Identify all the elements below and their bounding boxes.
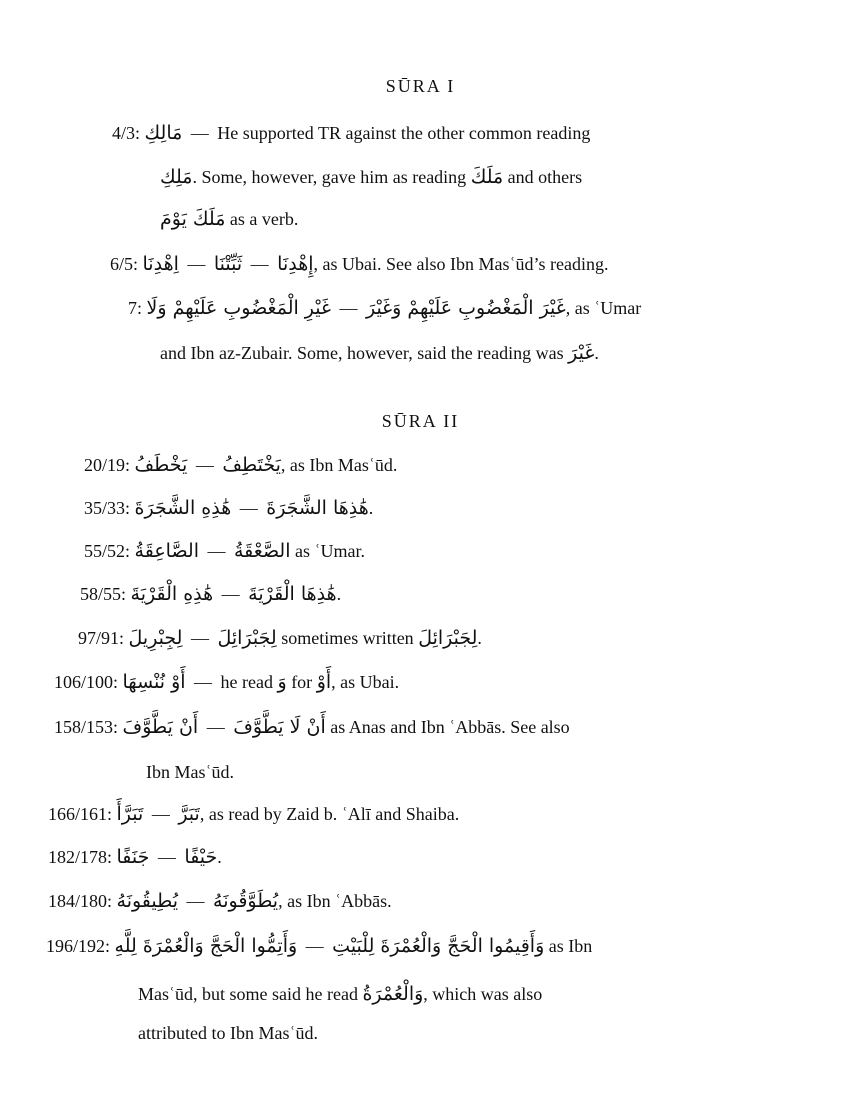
note-text: .	[368, 498, 374, 518]
entry-4-3-line-2	[160, 166, 582, 188]
entry-35-33	[84, 497, 373, 519]
note-text: , as Ubai. See also Ibn Masʿūd’s reading.	[313, 254, 609, 274]
verse-ref: 4/3:	[112, 123, 141, 143]
entry-166-161	[48, 803, 459, 825]
note-text: , as Ibn Masʿūd.	[280, 455, 398, 475]
arabic-text: مَالِكِ	[144, 122, 183, 144]
note-text: as a verb.	[229, 209, 299, 229]
verse-ref: 7:	[128, 298, 143, 318]
arabic-text: مَلَكَ	[470, 166, 504, 188]
note-text: .	[477, 628, 482, 648]
arabic-text: مَلَكَ يَوْمَ	[160, 208, 226, 230]
note-text: he read	[220, 672, 273, 692]
dash: —	[206, 717, 225, 737]
dash: —	[186, 891, 205, 911]
arabic-text: الصَّاعِقَةُ	[134, 540, 199, 562]
note-text: .	[594, 343, 599, 363]
note-text: .	[217, 847, 222, 867]
verse-ref: 97/91:	[78, 628, 125, 648]
note-text: .	[336, 584, 342, 604]
note-text: , which was also	[423, 984, 543, 1004]
arabic-text: وَأَقِيمُوا الْحَجَّ وَالْعُمْرَةَ لِلْبَيْتِ	[332, 935, 545, 957]
note-text: and Ibn az-Zubair. Some, however, said the reading was	[160, 343, 564, 363]
verse-ref: 158/153:	[54, 717, 119, 737]
note-text: sometimes written	[281, 628, 414, 648]
note-text: as ʿUmar.	[295, 541, 365, 561]
note-text: for	[291, 672, 313, 692]
dash: —	[339, 298, 358, 318]
arabic-text: تَبَرَّأَ	[116, 803, 144, 825]
arabic-text: غَيْرِ الْمَغْضُوبِ عَلَيْهِمْ وَلَا	[146, 297, 331, 319]
arabic-text: لِجَبْرَائِلَ	[217, 627, 277, 649]
note-text: He supported TR against the other common reading	[217, 123, 591, 143]
entry-158-153	[54, 716, 570, 738]
arabic-text: أَنْ لَا يَطَّوَّفَ	[233, 716, 326, 738]
arabic-text: جَنَفًا	[116, 846, 150, 868]
dash: —	[250, 254, 269, 274]
verse-ref: 35/33:	[84, 498, 131, 518]
verse-ref: 106/100:	[54, 672, 119, 692]
entry-196-192-line-2	[138, 983, 542, 1005]
arabic-text: يُطَوَّقُونَهُ	[213, 890, 279, 912]
arabic-text: لِجِبْرِيلَ	[128, 627, 183, 649]
sura-2-heading: SŪRA II	[381, 411, 460, 431]
note-text: Masʿūd, but some said he read	[138, 984, 358, 1004]
arabic-text: وَ	[277, 671, 287, 693]
dash: —	[187, 254, 206, 274]
arabic-text: حَيْفًا	[184, 846, 218, 868]
arabic-text: اِهْدِنَا	[142, 253, 179, 275]
note-text: , as read by Zaid b. ʿAlī and Shaiba.	[199, 804, 460, 824]
entry-20-19	[84, 454, 397, 476]
arabic-text: تَبَرَّ	[178, 803, 200, 825]
dash: —	[305, 936, 324, 956]
verse-ref: 166/161:	[48, 804, 113, 824]
arabic-text: هَٰذِهَا الشَّجَرَةَ	[266, 497, 369, 519]
entry-97-91	[78, 627, 482, 649]
arabic-text: يَخْطَفُ	[134, 454, 188, 476]
dash: —	[207, 541, 226, 561]
entry-184-180	[48, 890, 392, 912]
arabic-text: وَالْعُمْرَةُ	[362, 983, 424, 1005]
arabic-text: أَوْ	[316, 671, 332, 693]
entry-196-192	[46, 935, 592, 957]
verse-ref: 6/5:	[110, 254, 139, 274]
arabic-text: غَيْرَ	[568, 342, 595, 364]
arabic-text: أَوْ نُنْسِهَا	[122, 671, 186, 693]
verse-ref: 196/192:	[46, 936, 111, 956]
dash: —	[194, 672, 213, 692]
arabic-text: هَٰذِهَا الْقَرْيَةَ	[248, 583, 337, 605]
verse-ref: 55/52:	[84, 541, 131, 561]
verse-ref: 182/178:	[48, 847, 113, 867]
arabic-text: الصَّعْقَةُ	[233, 540, 291, 562]
arabic-text: أَنْ يَطَّوَّفَ	[122, 716, 199, 738]
note-text: as Anas and Ibn ʿAbbās. See also	[330, 717, 570, 737]
verse-ref: 58/55:	[80, 584, 127, 604]
dash: —	[190, 123, 209, 143]
note-text: , as Ubai.	[331, 672, 400, 692]
entry-182-178	[48, 846, 222, 868]
entry-6-5	[110, 253, 608, 275]
arabic-text: هَٰذِهِ الشَّجَرَةَ	[134, 497, 232, 519]
dash: —	[190, 628, 209, 648]
arabic-text: وَأَتِمُّوا الْحَجَّ وَالْعُمْرَةَ لِلَّهِ	[114, 935, 298, 957]
arabic-text: ثَبِّتْنَا	[213, 253, 243, 275]
arabic-text: لِجَبْرَائِلَ	[418, 627, 478, 649]
sura-1-heading: SŪRA I	[385, 76, 456, 96]
entry-4-3	[112, 122, 590, 144]
dash: —	[157, 847, 176, 867]
entry-55-52	[84, 540, 365, 562]
note-text: as Ibn	[548, 936, 593, 956]
entry-7	[128, 297, 641, 319]
arabic-text: يَخْتَطِفُ	[222, 454, 281, 476]
note-text: , as ʿUmar	[565, 298, 642, 318]
entry-196-192-line-3: attributed to Ibn Masʿūd.	[138, 1023, 318, 1043]
note-text: and others	[507, 167, 583, 187]
arabic-text: غَيْرَ الْمَغْضُوبِ عَلَيْهِمْ وَغَيْرَ	[365, 297, 566, 319]
entry-58-55	[80, 583, 341, 605]
note-text: , as Ibn ʿAbbās.	[278, 891, 392, 911]
arabic-text: يُطِيقُونَهُ	[116, 890, 179, 912]
entry-4-3-line-3	[160, 208, 298, 230]
dash: —	[221, 584, 240, 604]
dash: —	[195, 455, 214, 475]
entry-106-100	[54, 671, 399, 693]
verse-ref: 184/180:	[48, 891, 113, 911]
entry-158-153-line-2: Ibn Masʿūd.	[146, 762, 234, 782]
dash: —	[151, 804, 170, 824]
note-text: . Some, however, gave him as reading	[192, 167, 467, 187]
verse-ref: 20/19:	[84, 455, 131, 475]
dash: —	[239, 498, 258, 518]
entry-7-line-2	[160, 342, 599, 364]
arabic-text: مَلِكِ	[160, 166, 193, 188]
arabic-text: إِهْدِنَا	[277, 253, 314, 275]
arabic-text: هَٰذِهِ الْقَرْيَةَ	[130, 583, 214, 605]
